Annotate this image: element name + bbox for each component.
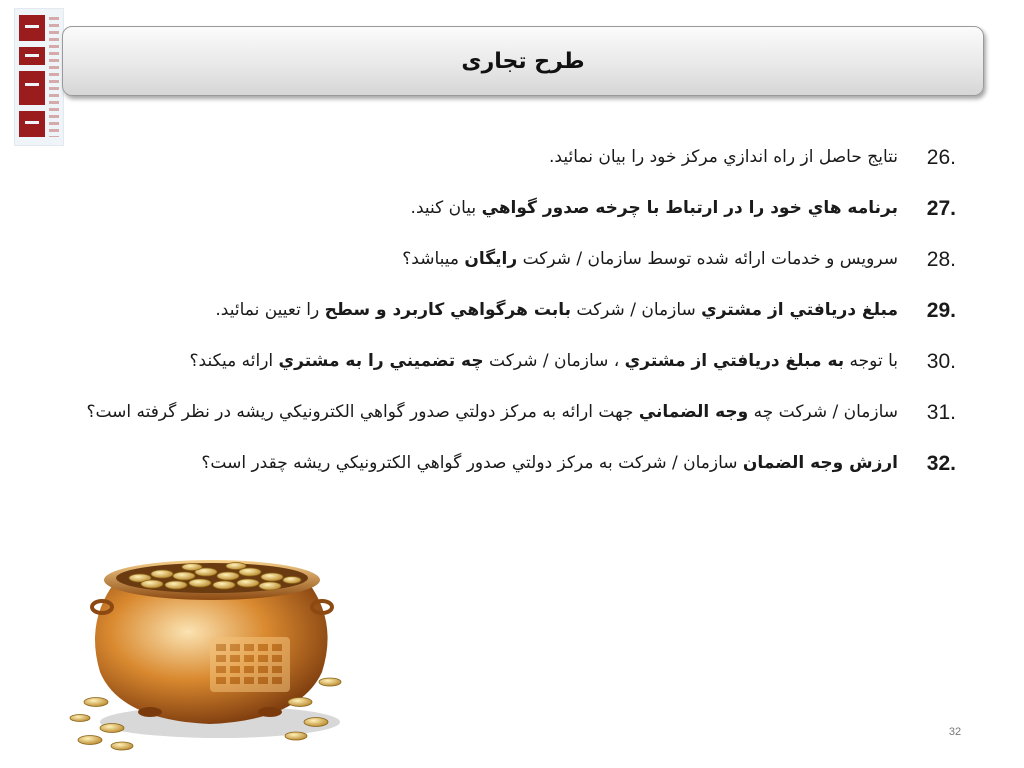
list-item [60, 336, 956, 387]
item-text [60, 132, 906, 183]
pot-of-gold-coins-image [60, 552, 350, 757]
list-item [60, 285, 956, 336]
title-banner [62, 26, 984, 96]
text-run: نتايج حاصل از راه اندازي مركز خود را بيان نمائيد. [549, 147, 898, 167]
item-number: 27. [926, 197, 956, 220]
item-text [60, 438, 906, 489]
numbered-list [60, 132, 956, 489]
text-run: ، سازمان / شركت [483, 351, 625, 371]
item-number: 30. [926, 350, 956, 373]
item-text [60, 285, 906, 336]
item-text [60, 183, 906, 234]
bold-text: رايگان [464, 249, 518, 269]
item-text [60, 387, 906, 438]
list-item [60, 132, 956, 183]
page-number: 32 [948, 726, 962, 738]
text-run: سازمان / شركت [570, 300, 702, 320]
bold-text: به مبلغ دريافتي از مشتري [624, 351, 845, 371]
bold-text: برنامه هاي خود را در ارتباط با چرخه صدور گواهي [481, 198, 898, 218]
bold-text: مبلغ دريافتي از مشتري [701, 300, 898, 320]
text-run: سرويس و خدمات ارائه شده توسط سازمان / شركت [517, 249, 898, 269]
text-run: ميباشد؟ [402, 249, 465, 269]
item-number: 31. [926, 401, 956, 424]
text-run: سازمان / شركت به مركز دولتي صدور گواهي الكترونيكي ريشه چقدر است؟ [201, 453, 743, 473]
page-title: طرح تجاری [461, 48, 585, 74]
list-item [60, 183, 956, 234]
bold-text: ارزش وجه الضمان [742, 453, 898, 473]
list-item [60, 387, 956, 438]
text-run: جهت ارائه به مركز دولتي صدور گواهي الكترونيكي ريشه در نظر گرفته است؟ [86, 402, 639, 422]
text-run: سازمان / شركت چه [748, 402, 898, 422]
bold-text: چه تضميني را به مشتري [278, 351, 484, 371]
list-item [60, 234, 956, 285]
logo [14, 8, 64, 146]
item-number: 32. [926, 452, 956, 475]
item-number: 28. [926, 248, 956, 271]
item-text [60, 234, 906, 285]
bold-text: وجه الضماني [638, 402, 749, 422]
text-run: بيان كنيد. [410, 198, 482, 218]
item-number: 29. [926, 299, 956, 322]
item-text [60, 336, 906, 387]
text-run: ارائه ميكند؟ [189, 351, 279, 371]
list-item [60, 438, 956, 489]
item-number: 26. [926, 146, 956, 169]
text-run: را تعيين نمائيد. [215, 300, 325, 320]
text-run: با توجه [844, 351, 898, 371]
bold-text: بابت هرگواهي كاربرد و سطح [324, 300, 571, 320]
